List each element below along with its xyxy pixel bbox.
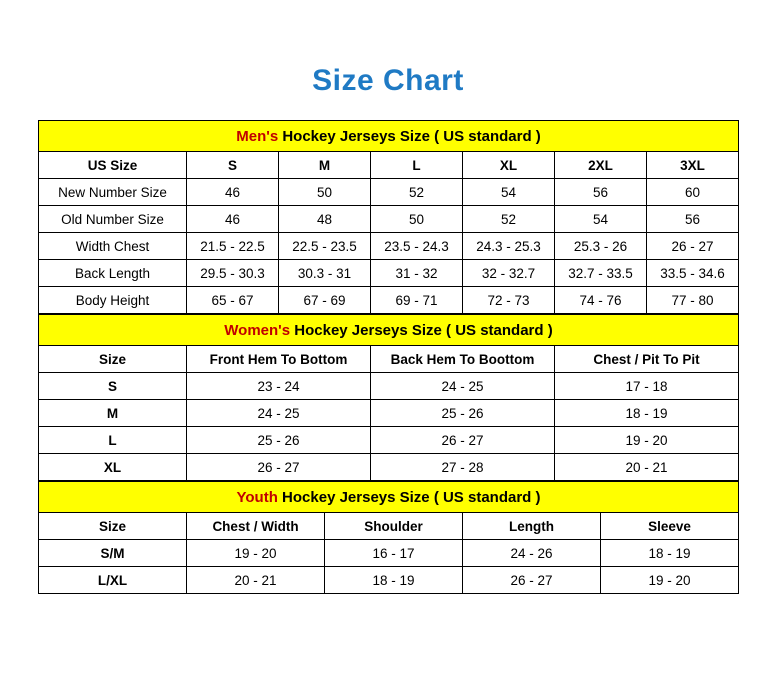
mens-header-row bbox=[39, 152, 739, 179]
table-cell: 19 - 20 bbox=[187, 540, 325, 567]
table-row bbox=[39, 540, 739, 567]
table-cell: 24.3 - 25.3 bbox=[463, 233, 555, 260]
table-row bbox=[39, 567, 739, 594]
table-cell: 18 - 19 bbox=[325, 567, 463, 594]
youth-header-cell: Size bbox=[39, 513, 187, 540]
womens-band-accent: Women's bbox=[224, 321, 291, 339]
youth-header-cell: Shoulder bbox=[325, 513, 463, 540]
table-cell: 24 - 25 bbox=[187, 400, 371, 427]
youth-band-cell bbox=[39, 482, 739, 513]
row-label: Old Number Size bbox=[39, 206, 187, 233]
table-cell: 24 - 26 bbox=[463, 540, 601, 567]
womens-size-table bbox=[38, 314, 739, 481]
mens-band-row bbox=[39, 121, 739, 152]
table-cell: 52 bbox=[463, 206, 555, 233]
table-cell: 27 - 28 bbox=[371, 454, 555, 481]
womens-header-cell: Chest / Pit To Pit bbox=[555, 346, 739, 373]
womens-header-cell: Back Hem To Boottom bbox=[371, 346, 555, 373]
youth-size-table bbox=[38, 481, 739, 594]
mens-band-rest: Hockey Jerseys Size ( US standard ) bbox=[278, 127, 541, 145]
table-row bbox=[39, 454, 739, 481]
table-cell: 54 bbox=[555, 206, 647, 233]
table-cell: 20 - 21 bbox=[187, 567, 325, 594]
youth-header-cell: Sleeve bbox=[601, 513, 739, 540]
tables-container bbox=[38, 120, 738, 594]
table-cell: 29.5 - 30.3 bbox=[187, 260, 279, 287]
womens-header-cell: Size bbox=[39, 346, 187, 373]
womens-band-row bbox=[39, 315, 739, 346]
table-cell: 22.5 - 23.5 bbox=[279, 233, 371, 260]
row-label: XL bbox=[39, 454, 187, 481]
table-cell: 77 - 80 bbox=[647, 287, 739, 314]
mens-header-cell: 3XL bbox=[647, 152, 739, 179]
mens-band-accent: Men's bbox=[236, 127, 279, 145]
table-row bbox=[39, 260, 739, 287]
mens-header-cell: US Size bbox=[39, 152, 187, 179]
table-cell: 26 - 27 bbox=[371, 427, 555, 454]
table-cell: 26 - 27 bbox=[647, 233, 739, 260]
table-cell: 56 bbox=[555, 179, 647, 206]
table-row bbox=[39, 373, 739, 400]
table-cell: 72 - 73 bbox=[463, 287, 555, 314]
table-cell: 23.5 - 24.3 bbox=[371, 233, 463, 260]
table-cell: 46 bbox=[187, 206, 279, 233]
mens-header-cell: M bbox=[279, 152, 371, 179]
table-row bbox=[39, 427, 739, 454]
youth-header-cell: Length bbox=[463, 513, 601, 540]
mens-size-table bbox=[38, 120, 739, 314]
table-cell: 69 - 71 bbox=[371, 287, 463, 314]
table-cell: 24 - 25 bbox=[371, 373, 555, 400]
table-cell: 46 bbox=[187, 179, 279, 206]
womens-header-cell: Front Hem To Bottom bbox=[187, 346, 371, 373]
table-cell: 19 - 20 bbox=[601, 567, 739, 594]
row-label: S/M bbox=[39, 540, 187, 567]
table-row bbox=[39, 287, 739, 314]
table-cell: 33.5 - 34.6 bbox=[647, 260, 739, 287]
row-label: L/XL bbox=[39, 567, 187, 594]
youth-header-row bbox=[39, 513, 739, 540]
table-cell: 54 bbox=[463, 179, 555, 206]
mens-band-cell bbox=[39, 121, 739, 152]
youth-band-rest: Hockey Jerseys Size ( US standard ) bbox=[277, 488, 541, 506]
youth-band-row bbox=[39, 482, 739, 513]
row-label: New Number Size bbox=[39, 179, 187, 206]
table-cell: 31 - 32 bbox=[371, 260, 463, 287]
row-label: Back Length bbox=[39, 260, 187, 287]
table-row bbox=[39, 179, 739, 206]
table-cell: 48 bbox=[279, 206, 371, 233]
table-cell: 74 - 76 bbox=[555, 287, 647, 314]
row-label: L bbox=[39, 427, 187, 454]
table-cell: 25 - 26 bbox=[371, 400, 555, 427]
womens-band-rest: Hockey Jerseys Size ( US standard ) bbox=[290, 321, 553, 339]
youth-band-accent: Youth bbox=[236, 488, 278, 506]
table-cell: 50 bbox=[371, 206, 463, 233]
table-cell: 32 - 32.7 bbox=[463, 260, 555, 287]
page-title: Size Chart bbox=[312, 64, 464, 97]
table-cell: 52 bbox=[371, 179, 463, 206]
table-cell: 21.5 - 22.5 bbox=[187, 233, 279, 260]
mens-header-cell: S bbox=[187, 152, 279, 179]
row-label: S bbox=[39, 373, 187, 400]
table-cell: 23 - 24 bbox=[187, 373, 371, 400]
table-cell: 32.7 - 33.5 bbox=[555, 260, 647, 287]
table-cell: 65 - 67 bbox=[187, 287, 279, 314]
mens-header-cell: 2XL bbox=[555, 152, 647, 179]
table-row bbox=[39, 233, 739, 260]
table-cell: 25.3 - 26 bbox=[555, 233, 647, 260]
table-cell: 19 - 20 bbox=[555, 427, 739, 454]
table-cell: 17 - 18 bbox=[555, 373, 739, 400]
mens-header-cell: L bbox=[371, 152, 463, 179]
table-cell: 25 - 26 bbox=[187, 427, 371, 454]
table-cell: 18 - 19 bbox=[555, 400, 739, 427]
table-cell: 16 - 17 bbox=[325, 540, 463, 567]
mens-header-cell: XL bbox=[463, 152, 555, 179]
table-row bbox=[39, 400, 739, 427]
table-cell: 50 bbox=[279, 179, 371, 206]
table-cell: 30.3 - 31 bbox=[279, 260, 371, 287]
row-label: Body Height bbox=[39, 287, 187, 314]
table-cell: 67 - 69 bbox=[279, 287, 371, 314]
table-cell: 20 - 21 bbox=[555, 454, 739, 481]
table-cell: 60 bbox=[647, 179, 739, 206]
youth-header-cell: Chest / Width bbox=[187, 513, 325, 540]
row-label: M bbox=[39, 400, 187, 427]
table-cell: 18 - 19 bbox=[601, 540, 739, 567]
womens-header-row bbox=[39, 346, 739, 373]
table-row bbox=[39, 206, 739, 233]
table-cell: 56 bbox=[647, 206, 739, 233]
row-label: Width Chest bbox=[39, 233, 187, 260]
table-cell: 26 - 27 bbox=[463, 567, 601, 594]
womens-band-cell bbox=[39, 315, 739, 346]
table-cell: 26 - 27 bbox=[187, 454, 371, 481]
